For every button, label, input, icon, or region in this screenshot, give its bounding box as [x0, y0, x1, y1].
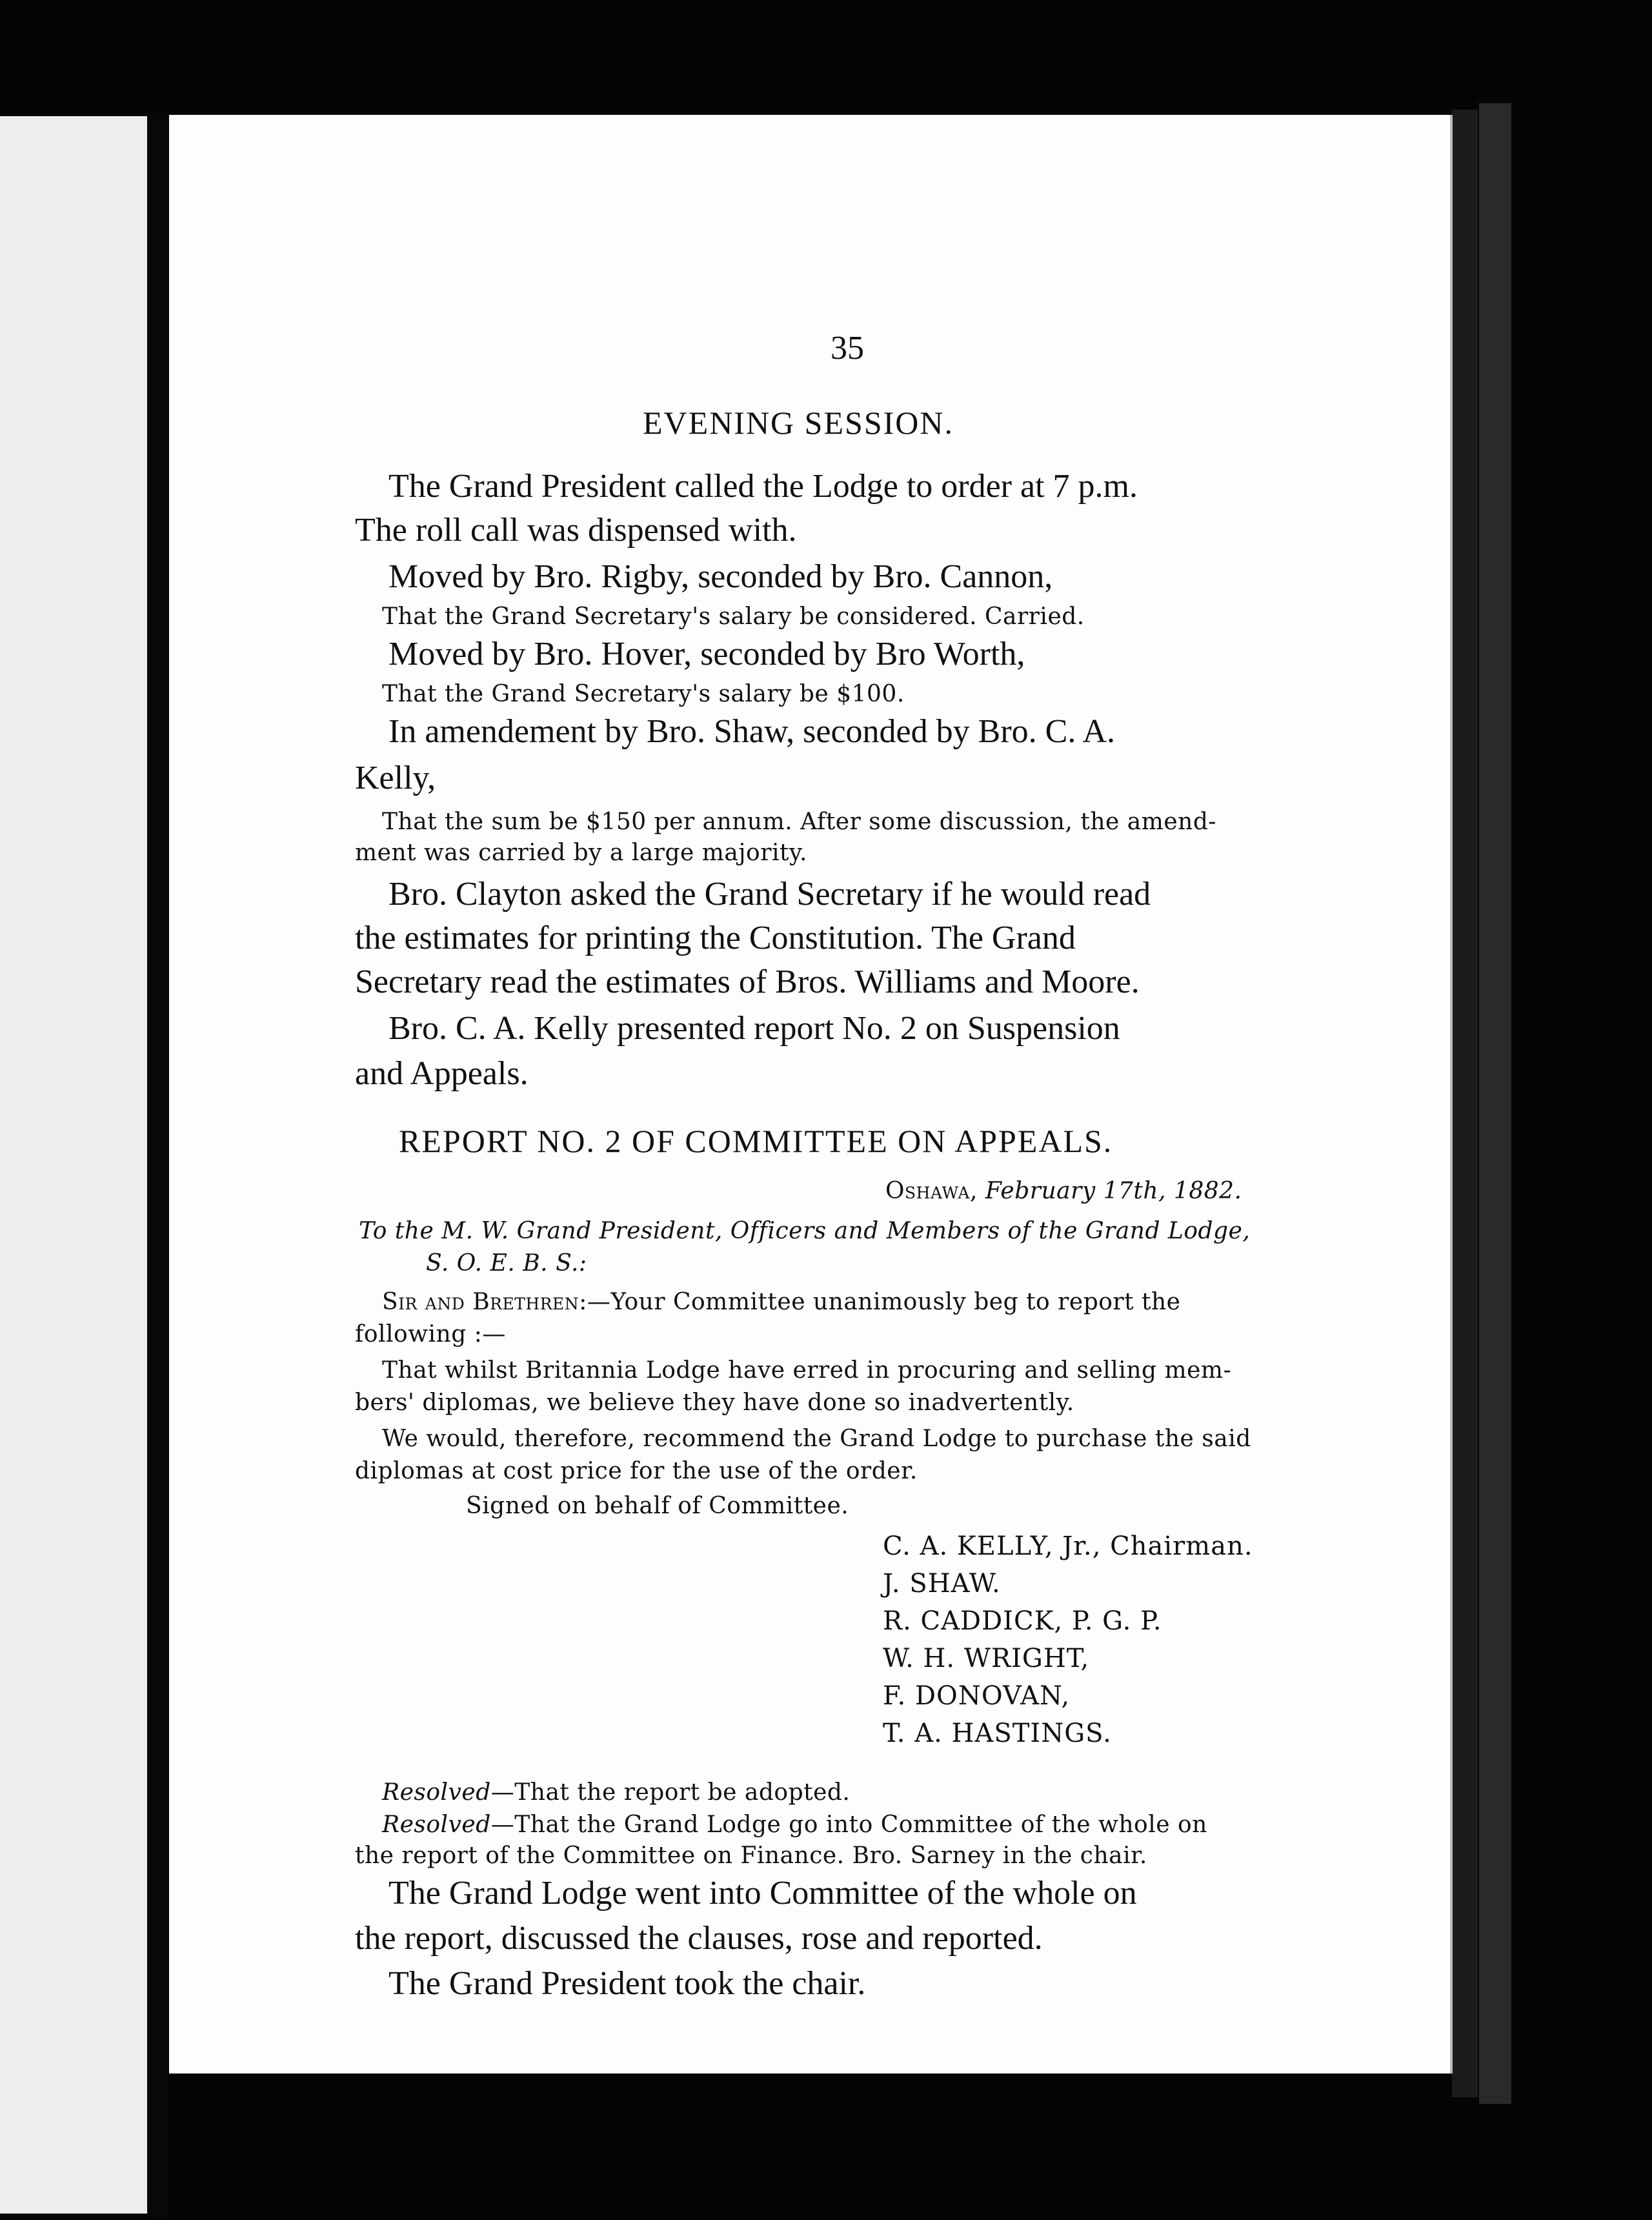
signatory: J. SHAW.	[883, 1569, 1001, 1599]
report-address: S. O. E. B. S.:	[426, 1250, 587, 1276]
text-line: Moved by Bro. Hover, seconded by Bro Worth,	[388, 636, 1025, 672]
text-line: That the sum be $150 per annum. After some discussion, the amend-	[382, 809, 1217, 835]
resolution-text: —That the report be adopted.	[490, 1779, 851, 1806]
resolution	[382, 1781, 850, 1804]
closing-line: The Grand President took the chair.	[388, 1965, 866, 2002]
resolution-continuation: the report of the Committee on Finance. Bro. Sarney in the chair.	[355, 1842, 1147, 1869]
text-line: Kelly,	[355, 760, 436, 796]
report-body-line: :—Your Committee unanimously beg to report the	[579, 1289, 1181, 1315]
binding-gutter	[147, 113, 168, 2217]
signatory: T. A. HASTINGS.	[883, 1719, 1112, 1748]
signatory: F. DONOVAN,	[883, 1681, 1071, 1711]
text-line: and Appeals.	[355, 1055, 529, 1092]
report-place: Oshawa,	[885, 1178, 978, 1204]
resolution-text: —That the Grand Lodge go into Committee of the whole on	[490, 1811, 1207, 1838]
text-line: The roll call was dispensed with.	[355, 512, 797, 549]
signatory: R. CADDICK, P. G. P.	[883, 1606, 1162, 1636]
book-edge	[1479, 103, 1511, 2104]
report-address: To the M. W. Grand President, Officers and Members of the Grand Lodge,	[359, 1218, 1251, 1244]
signatory: W. H. WRIGHT,	[883, 1644, 1090, 1673]
text-line: Moved by Bro. Rigby, seconded by Bro. Cannon,	[388, 558, 1053, 595]
resolution	[382, 1813, 1207, 1837]
report-body-line: Signed on behalf of Committee.	[466, 1493, 849, 1519]
report-body-line: That whilst Britannia Lodge have erred in procuring and selling mem-	[382, 1357, 1232, 1384]
text-line: Secretary read the estimates of Bros. Williams and Moore.	[355, 964, 1140, 1000]
page-number: 35	[831, 330, 864, 367]
text-line: Bro. C. A. Kelly presented report No. 2 on Suspension	[388, 1010, 1120, 1047]
report-body-line: following :—	[355, 1321, 506, 1347]
text-line: The Grand President called the Lodge to order at 7 p.m.	[388, 468, 1138, 505]
section-title: EVENING SESSION.	[643, 405, 954, 441]
report-dateline	[885, 1180, 1242, 1203]
signatory: C. A. KELLY, Jr., Chairman.	[883, 1531, 1253, 1561]
report-salutation-line	[382, 1291, 1181, 1314]
closing-line: The Grand Lodge went into Committee of the whole on	[388, 1875, 1137, 1912]
resolution-label: Resolved	[382, 1811, 491, 1838]
text-line: In amendement by Bro. Shaw, seconded by Bro. C. A.	[388, 713, 1115, 750]
report-body-line: diplomas at cost price for the use of the order.	[355, 1458, 918, 1484]
report-body-line: bers' diplomas, we believe they have done so inadvertently.	[355, 1389, 1074, 1416]
closing-line: the report, discussed the clauses, rose and reported.	[355, 1920, 1043, 1957]
text-line: Bro. Clayton asked the Grand Secretary if he would read	[388, 876, 1151, 913]
facing-page-edge	[0, 116, 147, 2214]
text-line: ment was carried by a large majority.	[355, 840, 807, 866]
resolution-label: Resolved	[382, 1779, 491, 1806]
text-line: That the Grand Secretary's salary be $100.	[382, 681, 905, 707]
salutation: Sir and Brethren	[382, 1289, 579, 1315]
text-line: the estimates for printing the Constitution. The Grand	[355, 920, 1076, 956]
text-line: That the Grand Secretary's salary be considered. Carried.	[382, 603, 1085, 630]
report-body-line: We would, therefore, recommend the Grand Lodge to purchase the said	[382, 1426, 1251, 1452]
page-edge-shadow	[1452, 110, 1478, 2097]
report-date: February 17th, 1882.	[985, 1178, 1242, 1204]
document-page	[169, 115, 1453, 2074]
report-title: REPORT NO. 2 OF COMMITTEE ON APPEALS.	[399, 1123, 1113, 1159]
